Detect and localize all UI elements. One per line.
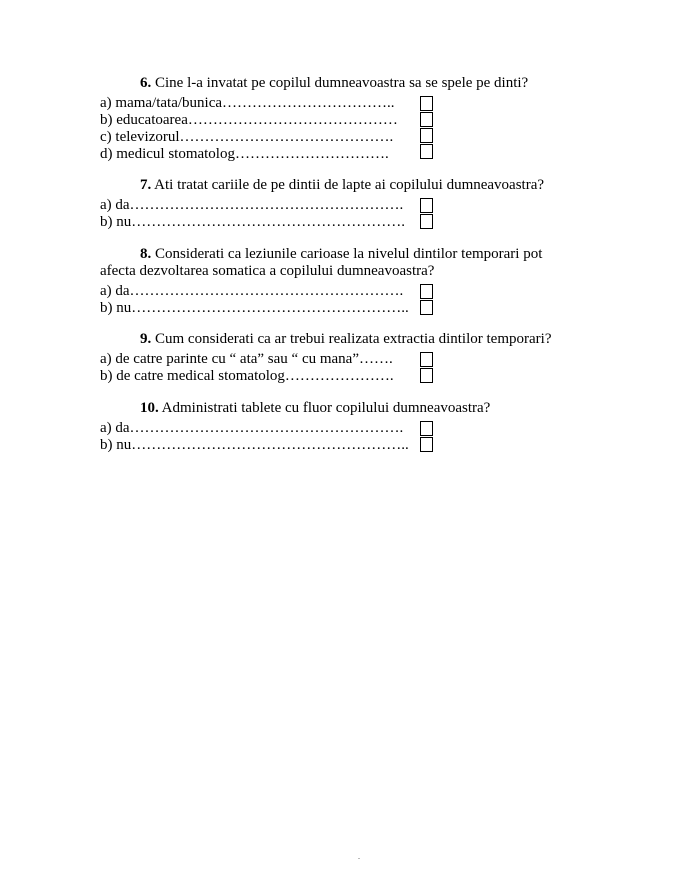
- question-title: [100, 400, 580, 417]
- question-title: [100, 177, 580, 194]
- answer-option: d) medicul stomatolog………………………….: [100, 146, 389, 162]
- answer-option: b) nu………………………………………………..: [100, 437, 409, 453]
- answer-options: [100, 197, 580, 231]
- answer-checkbox[interactable]: [420, 214, 433, 229]
- answer-checkbox[interactable]: [420, 284, 433, 299]
- checkbox-column: [420, 283, 433, 316]
- answer-options: [100, 420, 580, 454]
- question-title: [100, 331, 580, 348]
- checkbox-column: [420, 351, 433, 384]
- scan-speck: [358, 858, 360, 859]
- question-title: [100, 75, 580, 92]
- answer-checkbox[interactable]: [420, 198, 433, 213]
- answer-checkbox[interactable]: [420, 128, 433, 143]
- question-text: Cum considerati ca ar trebui realizata extractia dintilor temporari?: [151, 331, 552, 347]
- answer-options: [100, 95, 580, 163]
- answer-option: a) da……………………………………………….: [100, 197, 404, 213]
- question-number: 9.: [140, 331, 152, 347]
- question-number: 7.: [140, 177, 152, 193]
- question-text: Administrati tablete cu fluor copilului dumneavoastra?: [158, 400, 491, 416]
- answer-checkbox[interactable]: [420, 368, 433, 383]
- answer-checkbox[interactable]: [420, 352, 433, 367]
- question-title: [100, 246, 580, 280]
- answer-option: a) da……………………………………………….: [100, 420, 404, 436]
- answer-option: a) de catre parinte cu “ ata” sau “ cu mana”…….: [100, 351, 393, 367]
- question-text: Considerati ca leziunile carioase la nivelul dintilor temporari pot afecta dezvoltarea somatica a copilului dumneavoastra?: [100, 246, 547, 279]
- question-8: [100, 246, 580, 317]
- question-number: 10.: [140, 400, 159, 416]
- answer-option: c) televizorul…………………………………….: [100, 129, 394, 145]
- answer-checkbox[interactable]: [420, 437, 433, 452]
- answer-checkbox[interactable]: [420, 96, 433, 111]
- answer-option: a) mama/tata/bunica……………………………..: [100, 95, 395, 111]
- answer-checkbox[interactable]: [420, 300, 433, 315]
- question-7: [100, 177, 580, 231]
- checkbox-column: [420, 95, 433, 160]
- answer-options: [100, 351, 580, 385]
- answer-checkbox[interactable]: [420, 112, 433, 127]
- answer-checkbox[interactable]: [420, 421, 433, 436]
- question-10: [100, 400, 580, 454]
- answer-option: b) educatoarea……………………………………: [100, 112, 398, 128]
- question-text: Cine l-a invatat pe copilul dumneavoastra sa se spele pe dinti?: [151, 75, 529, 91]
- answer-options: [100, 283, 580, 317]
- question-6: [100, 75, 580, 163]
- question-number: 8.: [140, 246, 152, 262]
- checkbox-column: [420, 197, 433, 230]
- checkbox-column: [420, 420, 433, 453]
- answer-option: b) de catre medical stomatolog………………….: [100, 368, 394, 384]
- answer-checkbox[interactable]: [420, 144, 433, 159]
- question-9: [100, 331, 580, 385]
- answer-option: b) nu……………………………………………….: [100, 214, 405, 230]
- question-number: 6.: [140, 75, 152, 91]
- answer-option: b) nu………………………………………………..: [100, 300, 409, 316]
- question-text: Ati tratat cariile de pe dintii de lapte ai copilului dumneavoastra?: [151, 177, 545, 193]
- answer-option: a) da……………………………………………….: [100, 283, 404, 299]
